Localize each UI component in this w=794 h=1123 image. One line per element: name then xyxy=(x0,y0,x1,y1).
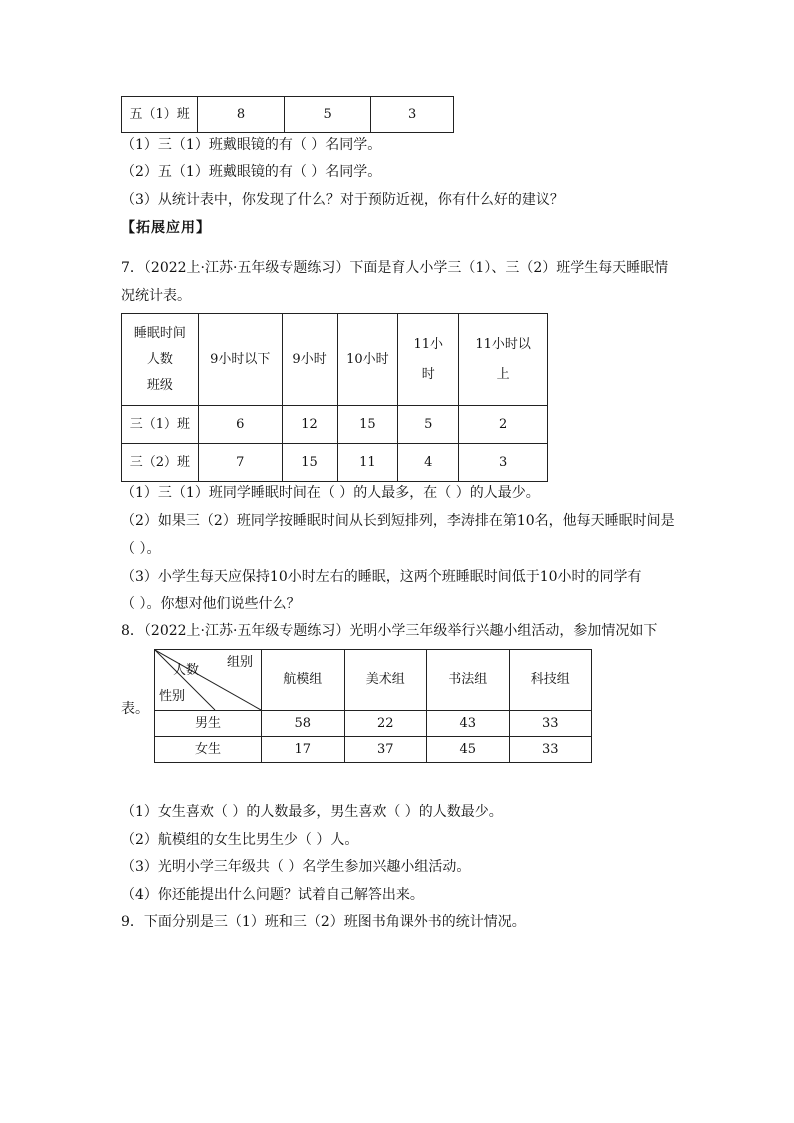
table-row xyxy=(122,406,548,444)
corner-label-sleep: 睡眠时间 xyxy=(133,325,186,341)
q6-sub2: （2）五（1）班戴眼镜的有（ ）名同学。 xyxy=(121,164,382,180)
column-header xyxy=(398,314,459,406)
column-header: 科技组 xyxy=(509,650,592,711)
value-cell: 6 xyxy=(198,406,282,444)
column-header xyxy=(337,314,398,406)
column-header: 书法组 xyxy=(427,650,510,711)
column-header xyxy=(282,314,337,406)
value-cell: 37 xyxy=(344,737,427,763)
value-cell: 22 xyxy=(344,711,427,737)
header-label: 9小时 xyxy=(292,351,327,367)
value-cell: 17 xyxy=(262,737,345,763)
column-header xyxy=(198,314,282,406)
value-cell: 11 xyxy=(337,444,398,482)
corner-cell xyxy=(122,314,199,406)
column-header: 美术组 xyxy=(344,650,427,711)
corner-label-people: 人数 xyxy=(173,663,200,678)
row-label: 女生 xyxy=(155,737,262,763)
value-cell: 5 xyxy=(398,406,459,444)
value-cell: 5 xyxy=(284,97,371,133)
q8-intro-suffix: 表。 xyxy=(121,701,149,717)
q7-intro-line1: 7．（2022上·江苏·五年级专题练习）下面是育人小学三（1）、三（2）班学生每天睡眠情 xyxy=(121,260,669,276)
value-cell: 12 xyxy=(282,406,337,444)
row-label: 男生 xyxy=(155,711,262,737)
q8-sub1: （1）女生喜欢（ ）的人数最多，男生喜欢（ ）的人数最少。 xyxy=(121,804,503,820)
column-header: 航模组 xyxy=(262,650,345,711)
interest-group-table xyxy=(154,649,592,763)
value-cell: 43 xyxy=(427,711,510,737)
header-label: 9小时以下 xyxy=(210,351,271,367)
table-row xyxy=(122,97,454,133)
glasses-table-fragment xyxy=(121,96,454,133)
q9-intro: 9．下面分别是三（1）班和三（2）班图书角课外书的统计情况。 xyxy=(121,914,526,930)
table-row xyxy=(155,737,592,763)
table-header-row xyxy=(122,314,548,406)
value-cell: 8 xyxy=(198,97,285,133)
column-header xyxy=(459,314,548,406)
corner-label-group: 组别 xyxy=(227,655,254,670)
q6-sub1: （1）三（1）班戴眼镜的有（ ）名同学。 xyxy=(121,137,382,153)
q8-sub2: （2）航模组的女生比男生少（ ）人。 xyxy=(121,832,359,848)
value-cell: 4 xyxy=(398,444,459,482)
q7-sub2-line2: （ ）。 xyxy=(121,541,161,557)
q7-sub1: （1）三（1）班同学睡眠时间在（ ）的人最多，在（ ）的人最少。 xyxy=(121,485,540,501)
table-row xyxy=(155,711,592,737)
value-cell: 33 xyxy=(509,711,592,737)
q8-sub3: （3）光明小学三年级共（ ）名学生参加兴趣小组活动。 xyxy=(121,859,471,875)
value-cell: 15 xyxy=(282,444,337,482)
q7-intro-line2: 况统计表。 xyxy=(121,288,191,304)
corner-label-class: 班级 xyxy=(146,377,173,393)
class-label-cell: 五（1）班 xyxy=(122,97,198,133)
value-cell: 15 xyxy=(337,406,398,444)
header-label: 11小 时 xyxy=(413,336,444,382)
q7-sub2-line1: （2）如果三（2）班同学按睡眠时间从长到短排列，李涛排在第10名，他每天睡眠时间是 xyxy=(121,513,675,529)
row-label: 三（1）班 xyxy=(122,406,199,444)
value-cell: 58 xyxy=(262,711,345,737)
value-cell: 3 xyxy=(459,444,548,482)
header-label: 10小时 xyxy=(346,351,389,367)
sleep-table xyxy=(121,313,548,482)
row-label: 三（2）班 xyxy=(122,444,199,482)
q7-sub3-line2: （ ）。你想对他们说些什么？ xyxy=(121,596,301,612)
q6-sub3: （3）从统计表中，你发现了什么？对于预防近视，你有什么好的建议？ xyxy=(121,192,564,208)
q7-sub3-line1: （3）小学生每天应保持10小时左右的睡眠，这两个班睡眠时间低于10小时的同学有 xyxy=(121,569,642,585)
diagonal-corner-cell xyxy=(155,650,262,711)
value-cell: 2 xyxy=(459,406,548,444)
q8-intro-line1: 8．（2022上·江苏·五年级专题练习）光明小学三年级举行兴趣小组活动，参加情况如下 xyxy=(121,623,658,639)
value-cell: 33 xyxy=(509,737,592,763)
table-row xyxy=(122,444,548,482)
value-cell: 45 xyxy=(427,737,510,763)
q8-sub4: （4）你还能提出什么问题？试着自己解答出来。 xyxy=(121,887,424,903)
value-cell: 3 xyxy=(371,97,454,133)
corner-label-people: 人数 xyxy=(146,351,173,367)
header-label: 11小时以 上 xyxy=(475,336,531,382)
table-header-row xyxy=(155,650,592,711)
section-title: 【拓展应用】 xyxy=(121,220,211,236)
value-cell: 7 xyxy=(198,444,282,482)
corner-label-gender: 性别 xyxy=(159,689,186,704)
